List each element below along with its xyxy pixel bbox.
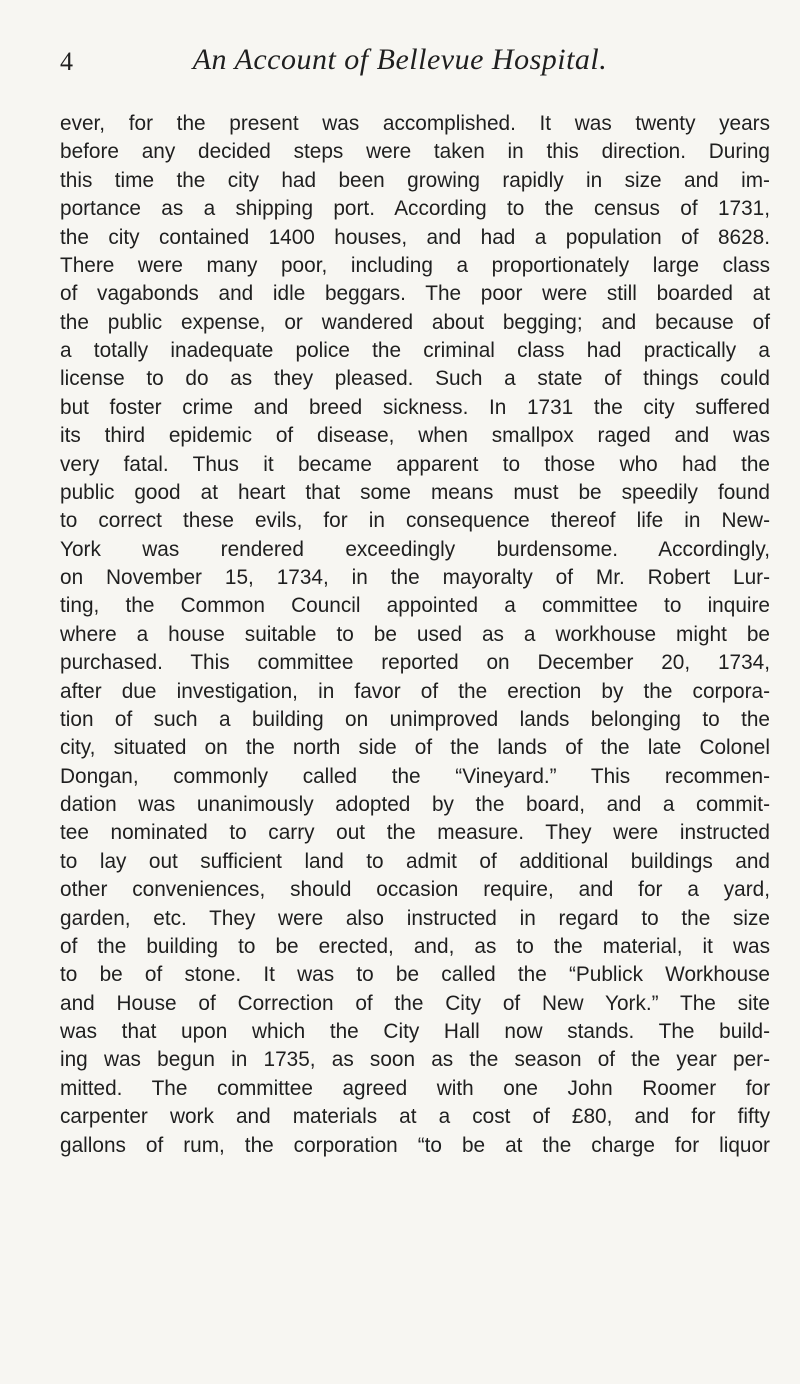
text-line: was that upon which the City Hall now stands. The build- [60, 1020, 770, 1043]
text-line: license to do as they pleased. Such a state of things could [60, 367, 770, 391]
text-line: of vagabonds and idle beggars. The poor were still boarded at [60, 282, 770, 306]
text-line: its third epidemic of disease, when smallpox raged and was [60, 424, 770, 448]
text-line: before any decided steps were taken in this direction. During [60, 140, 770, 164]
text-line: garden, etc. They were also instructed in regard to the size [60, 906, 770, 930]
text-line: ever, for the present was accomplished. It was twenty years [60, 112, 770, 135]
text-line: on November 15, 1734, in the mayoralty of Mr. Robert Lur- [60, 566, 770, 589]
text-line: city, situated on the north side of the lands of the late Colonel [60, 736, 770, 760]
text-line: tion of such a building on unimproved lands belonging to the [60, 707, 770, 731]
text-line: ting, the Common Council appointed a committee to inquire [60, 594, 770, 618]
text-line: where a house suitable to be used as a workhouse might be [60, 622, 770, 646]
page-number: 4 [60, 47, 73, 76]
text-line: Dongan, commonly called the “Vineyard.” This recommen- [60, 764, 770, 788]
text-line: of the building to be erected, and, as to the material, it was [60, 934, 770, 958]
text-line: to be of stone. It was to be called the “Publick Workhouse [60, 963, 770, 987]
text-line: this time the city had been growing rapidly in size and im- [60, 168, 770, 192]
text-line: ing was begun in 1735, as soon as the season of the year per- [60, 1048, 770, 1072]
text-line: There were many poor, including a proportionately large class [60, 253, 770, 277]
text-line: portance as a shipping port. According to the census of 1731, [60, 197, 770, 221]
text-line: very fatal. Thus it became apparent to those who had the [60, 452, 770, 476]
text-line: the city contained 1400 houses, and had a population of 8628. [60, 225, 770, 249]
text-line: carpenter work and materials at a cost of £80, and for fifty [60, 1105, 770, 1129]
text-line: a totally inadequate police the criminal class had practically a [60, 339, 770, 362]
text-line: after due investigation, in favor of the erection by the corpora- [60, 679, 770, 703]
text-line: the public expense, or wandered about begging; and because of [60, 310, 770, 334]
text-line: to lay out sufficient land to admit of additional buildings and [60, 849, 770, 873]
text-line: gallons of rum, the corporation “to be at the charge for liquor [60, 1133, 770, 1157]
text-line: public good at heart that some means must be speedily found [60, 480, 770, 504]
text-line: and House of Correction of the City of New York.” The site [60, 991, 770, 1015]
text-line: to correct these evils, for in consequence thereof life in New- [60, 509, 770, 533]
text-line: dation was unanimously adopted by the board, and a commit- [60, 793, 770, 816]
text-line: mitted. The committee agreed with one John Roomer for [60, 1076, 770, 1100]
body-text [60, 110, 770, 1160]
text-line: York was rendered exceedingly burdensome. Accordingly, [60, 537, 770, 561]
running-title: An Account of Bellevue Hospital. [192, 43, 608, 76]
text-line: tee nominated to carry out the measure. They were instructed [60, 821, 770, 845]
text-line: other conveniences, should occasion require, and for a yard, [60, 878, 770, 902]
text-line: but foster crime and breed sickness. In 1731 the city suffered [60, 395, 770, 419]
text-line: purchased. This committee reported on December 20, 1734, [60, 651, 770, 675]
